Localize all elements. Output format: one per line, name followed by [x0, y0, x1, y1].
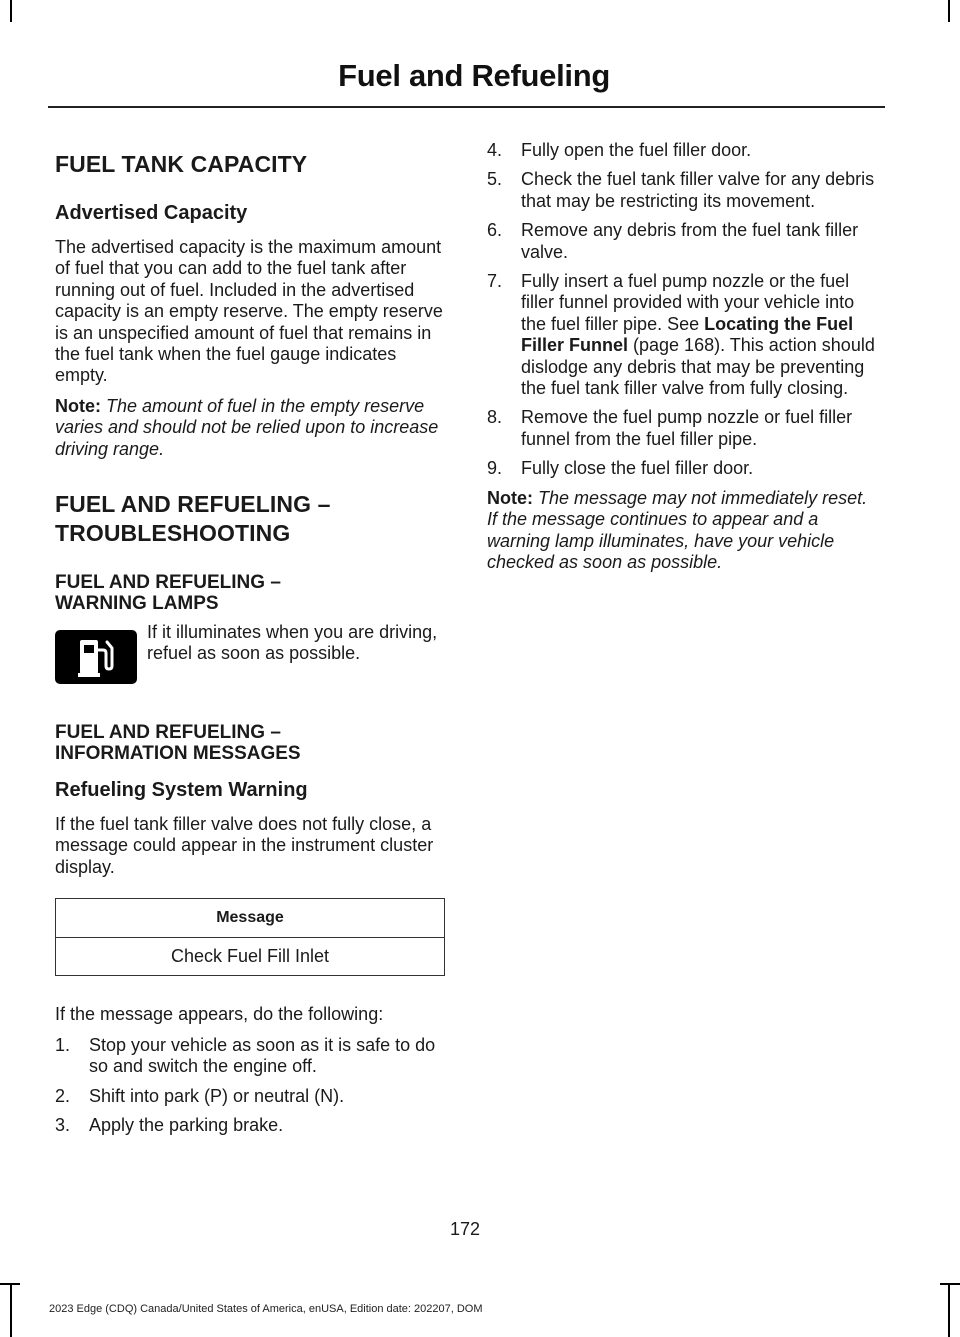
- heading-line: FUEL AND REFUELING –: [55, 722, 281, 744]
- step-text: Shift into park (P) or neutral (N).: [89, 1085, 345, 1106]
- header-divider: [48, 106, 885, 108]
- heading-line: WARNING LAMPS: [55, 593, 219, 615]
- note-text: The message may not immediately reset. If the message continues to appear and a warning lamp illuminates, have your vehicle checked as soon as possible.: [487, 487, 868, 572]
- steps-list-right: [487, 140, 882, 480]
- paragraph-advertised-capacity: The advertised capacity is the maximum amount of fuel that you can add to the fuel tank after running out of fuel. Included in the advertised capacity is an empty reserve. The empty reserve is an unspecified amount of fuel that remains in the fuel tank when the fuel gauge indicates empty.: [55, 237, 443, 386]
- heading-warning-lamps: [55, 572, 447, 614]
- list-item: [487, 220, 882, 263]
- step-text: Stop your vehicle as soon as it is safe to do so and switch the engine off.: [89, 1034, 436, 1077]
- crop-mark: [10, 1283, 12, 1337]
- step-number: 8.: [487, 407, 503, 428]
- crop-mark: [0, 1283, 20, 1285]
- page-header-title: Fuel and Refueling: [338, 58, 610, 93]
- step-text: (page 168). This action should dislodge any debris that may be preventing the fuel tank filler valve from fully closing.: [521, 335, 875, 399]
- warning-lamp-block: [55, 622, 447, 688]
- note-label: Note:: [55, 395, 101, 416]
- heading-line: TROUBLESHOOTING: [55, 520, 291, 547]
- step-number: 6.: [487, 220, 503, 241]
- paragraph-if-message-appears: If the message appears, do the following:: [55, 1004, 384, 1025]
- step-text: Fully insert a fuel pump nozzle or the fuel filler funnel provided with your vehicle into the fuel filler pipe. See: [521, 271, 855, 334]
- list-item: [487, 140, 882, 161]
- step-text: Fully open the fuel filler door.: [521, 140, 752, 160]
- cross-reference-link[interactable]: Locating the Fuel Filler Funnel: [521, 313, 854, 356]
- step-number: 1.: [55, 1034, 71, 1055]
- heading-information-messages: [55, 722, 447, 764]
- list-item: [487, 271, 882, 399]
- heading-refueling-system-warning: Refueling System Warning: [55, 779, 308, 802]
- step-text: Fully close the fuel filler door.: [521, 458, 754, 479]
- step-number: 4.: [487, 140, 503, 160]
- crop-mark: [948, 0, 950, 22]
- table-cell: Check Fuel Fill Inlet: [56, 938, 445, 976]
- heading-advertised-capacity: Advertised Capacity: [55, 202, 248, 224]
- heading-line: INFORMATION MESSAGES: [55, 743, 301, 765]
- step-text: Apply the parking brake.: [89, 1114, 284, 1135]
- right-column: [487, 140, 882, 582]
- step-number: 2.: [55, 1085, 71, 1106]
- note-label: Note:: [487, 487, 533, 508]
- note-text: The amount of fuel in the empty reserve varies and should not be relied upon to increase driving range.: [55, 395, 439, 459]
- step-text: Remove the fuel pump nozzle or fuel filler funnel from the fuel filler pipe.: [521, 407, 853, 449]
- step-text: Check the fuel tank filler valve for any debris that may be restricting its movement.: [521, 169, 875, 211]
- table-header: Message: [56, 899, 445, 938]
- list-item: [487, 458, 882, 479]
- list-item: [487, 169, 882, 212]
- heading-troubleshooting: [55, 490, 447, 548]
- step-number: 9.: [487, 458, 503, 479]
- crop-mark: [10, 0, 12, 22]
- footer-edition: 2023 Edge (CDQ) Canada/United States of America, enUSA, Edition date: 202207, DOM: [49, 1303, 483, 1315]
- note-message-reset: [487, 488, 882, 574]
- heading-line: FUEL AND REFUELING –: [55, 572, 281, 594]
- crop-mark: [948, 1283, 950, 1337]
- step-number: 3.: [55, 1114, 71, 1135]
- warning-lamp-text: If it illuminates when you are driving, refuel as soon as possible.: [147, 622, 438, 664]
- step-number: 7.: [487, 271, 503, 292]
- step-text: Remove any debris from the fuel tank filler valve.: [521, 220, 859, 262]
- steps-list-left: [55, 1035, 447, 1137]
- crop-mark: [940, 1283, 960, 1285]
- list-item: [55, 1086, 447, 1107]
- list-item: [55, 1115, 447, 1136]
- step-number: 5.: [487, 169, 503, 190]
- fuel-pump-icon: [55, 630, 137, 684]
- paragraph-refueling-warning: If the fuel tank filler valve does not fully close, a message could appear in the instrument cluster display.: [55, 814, 434, 877]
- note-empty-reserve: [55, 396, 447, 460]
- list-item: [487, 407, 882, 450]
- message-table: [55, 898, 445, 976]
- heading-fuel-tank-capacity: FUEL TANK CAPACITY: [55, 151, 308, 177]
- left-column: [55, 140, 447, 1144]
- list-item: [55, 1035, 447, 1078]
- heading-line: FUEL AND REFUELING –: [55, 491, 331, 518]
- page-number: 172: [449, 1219, 481, 1239]
